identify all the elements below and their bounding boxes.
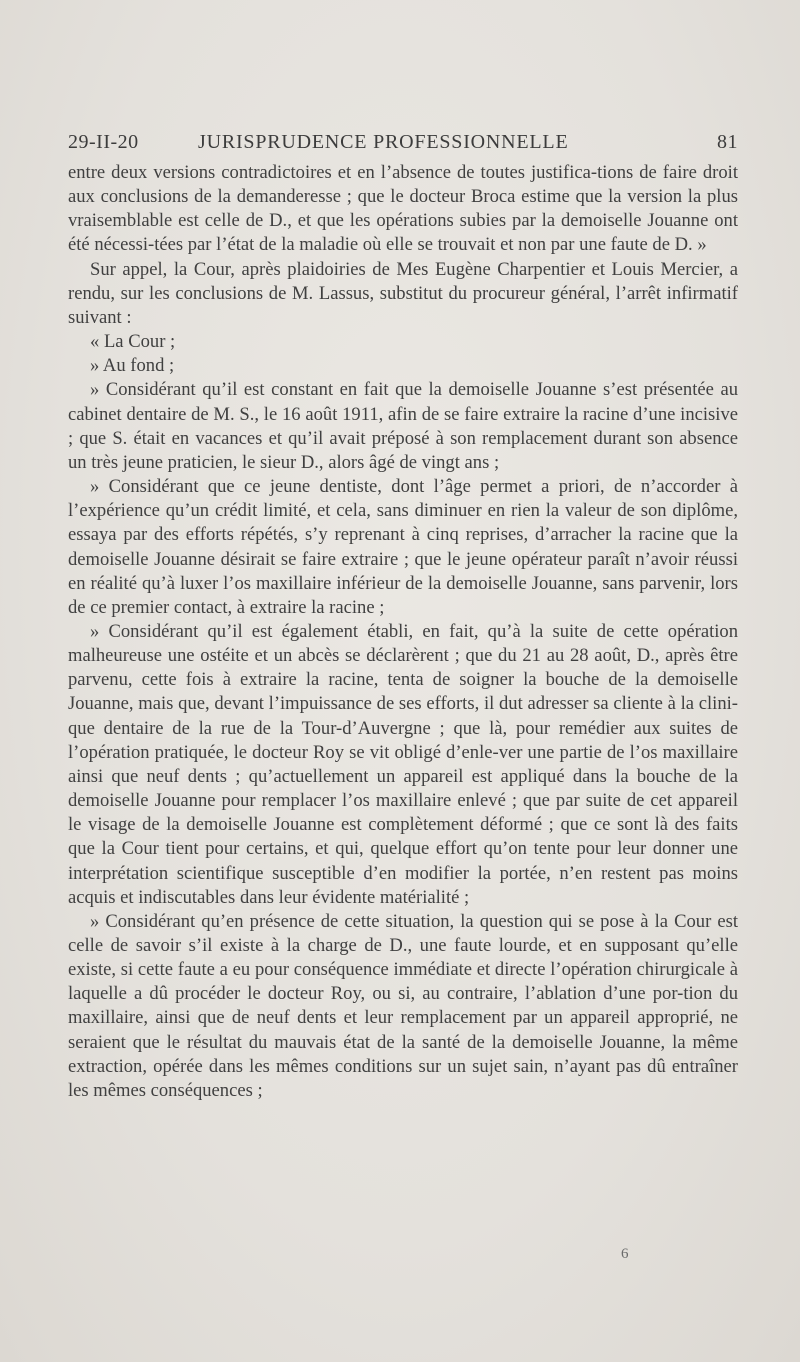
header-title: JURISPRUDENCE PROFESSIONNELLE (198, 131, 569, 153)
running-header (68, 131, 738, 157)
paragraph-8: » Considérant qu’en présence de cette situation, la question qui se pose à la Cour est celle de savoir s’il existe à la charge de D., une faute lourde, et en supposant qu’elle existe, si cette faute a eu pour conséquence immédiate et directe l’opération chirurgicale à laquelle a dû procéder le docteur Roy, ou si, au contraire, l’ablation d’une por-tion du maxillaire, ainsi que de neuf dents et leur remplacement par un appareil approprié, ne seraient que le résultat du mauvais état de la santé de la demoiselle Jouanne, la même extraction, opérée dans les mêmes conditions sur un sujet sain, n’ayant pas dû entraîner les mêmes conséquences ; (68, 910, 738, 1101)
header-date: 29-II-20 (68, 131, 139, 153)
paragraph-3: « La Cour ; (90, 331, 176, 353)
paragraph-2: Sur appel, la Cour, après plaidoiries de Mes Eugène Charpentier et Louis Mercier, a rendu, sur les conclusions de M. Lassus, substitut du procureur général, l’arrêt infirmatif suivant : (68, 258, 738, 328)
page-number: 81 (717, 131, 738, 153)
body-text (68, 161, 738, 1103)
paragraph-4: » Au fond ; (90, 355, 175, 377)
paragraph-1: entre deux versions contradictoires et en l’absence de toutes justifica-tions de faire droit aux conclusions de la demanderesse ; que le docteur Broca estime que la version la plus vraisemblable est celle de D., et que les opérations subies par la demoiselle Jouanne ont été nécessi-tées par l’état de la maladie où elle se trouvait et non par une faute de D. » (68, 162, 738, 256)
paragraph-5: » Considérant qu’il est constant en fait que la demoiselle Jouanne s’est présentée au cabinet dentaire de M. S., le 16 août 1911, afin de se faire extraire la racine d’une incisive ; que S. était en vacances et qu’il avait préposé à son remplacement durant son absence un très jeune praticien, le sieur D., alors âgé de vingt ans ; (68, 379, 738, 473)
paragraph-6: » Considérant que ce jeune dentiste, dont l’âge permet a priori, de n’accorder à l’expérience qu’un crédit limité, et cela, sans diminuer en rien la valeur de son diplôme, essaya par des efforts répétés, s’y reprenant à cinq reprises, d’arracher la racine que la demoiselle Jouanne désirait se faire extraire ; que le jeune opérateur paraît n’avoir réussi en réalité qu’à luxer l’os maxillaire inférieur de la demoiselle Jouanne, sans parvenir, lors de ce premier contact, à extraire la racine ; (68, 476, 738, 618)
signature-mark: 6 (621, 1246, 629, 1262)
paragraph-7: » Considérant qu’il est également établi, en fait, qu’à la suite de cette opération malheureuse une ostéite et un abcès se déclarèrent ; que du 21 au 28 août, D., après être parvenu, cette fois à extraire la racine, tenta de soigner la bouche de la demoiselle Jouanne, mais que, devant l’impuissance de ses efforts, il dut adresser sa cliente à la clini-que dentaire de la rue de la Tour-d’Auvergne ; que là, pour remédier aux suites de l’opération pratiquée, le docteur Roy se vit obligé d’enle-ver une partie de l’os maxillaire ainsi que neuf dents ; qu’actuellement un appareil est appliqué dans la bouche de la demoiselle Jouanne pour remplacer l’os maxillaire enlevé ; que par suite de cet appareil le visage de la demoiselle Jouanne est complètement déformé ; que ce sont là des faits que la Cour tient pour certains, et qui, quelque effort qu’on tente pour leur donner une interprétation scientifique susceptible d’en modifier la portée, n’en restent pas moins acquis et indiscutables dans leur évidente matérialité ; (68, 620, 738, 908)
